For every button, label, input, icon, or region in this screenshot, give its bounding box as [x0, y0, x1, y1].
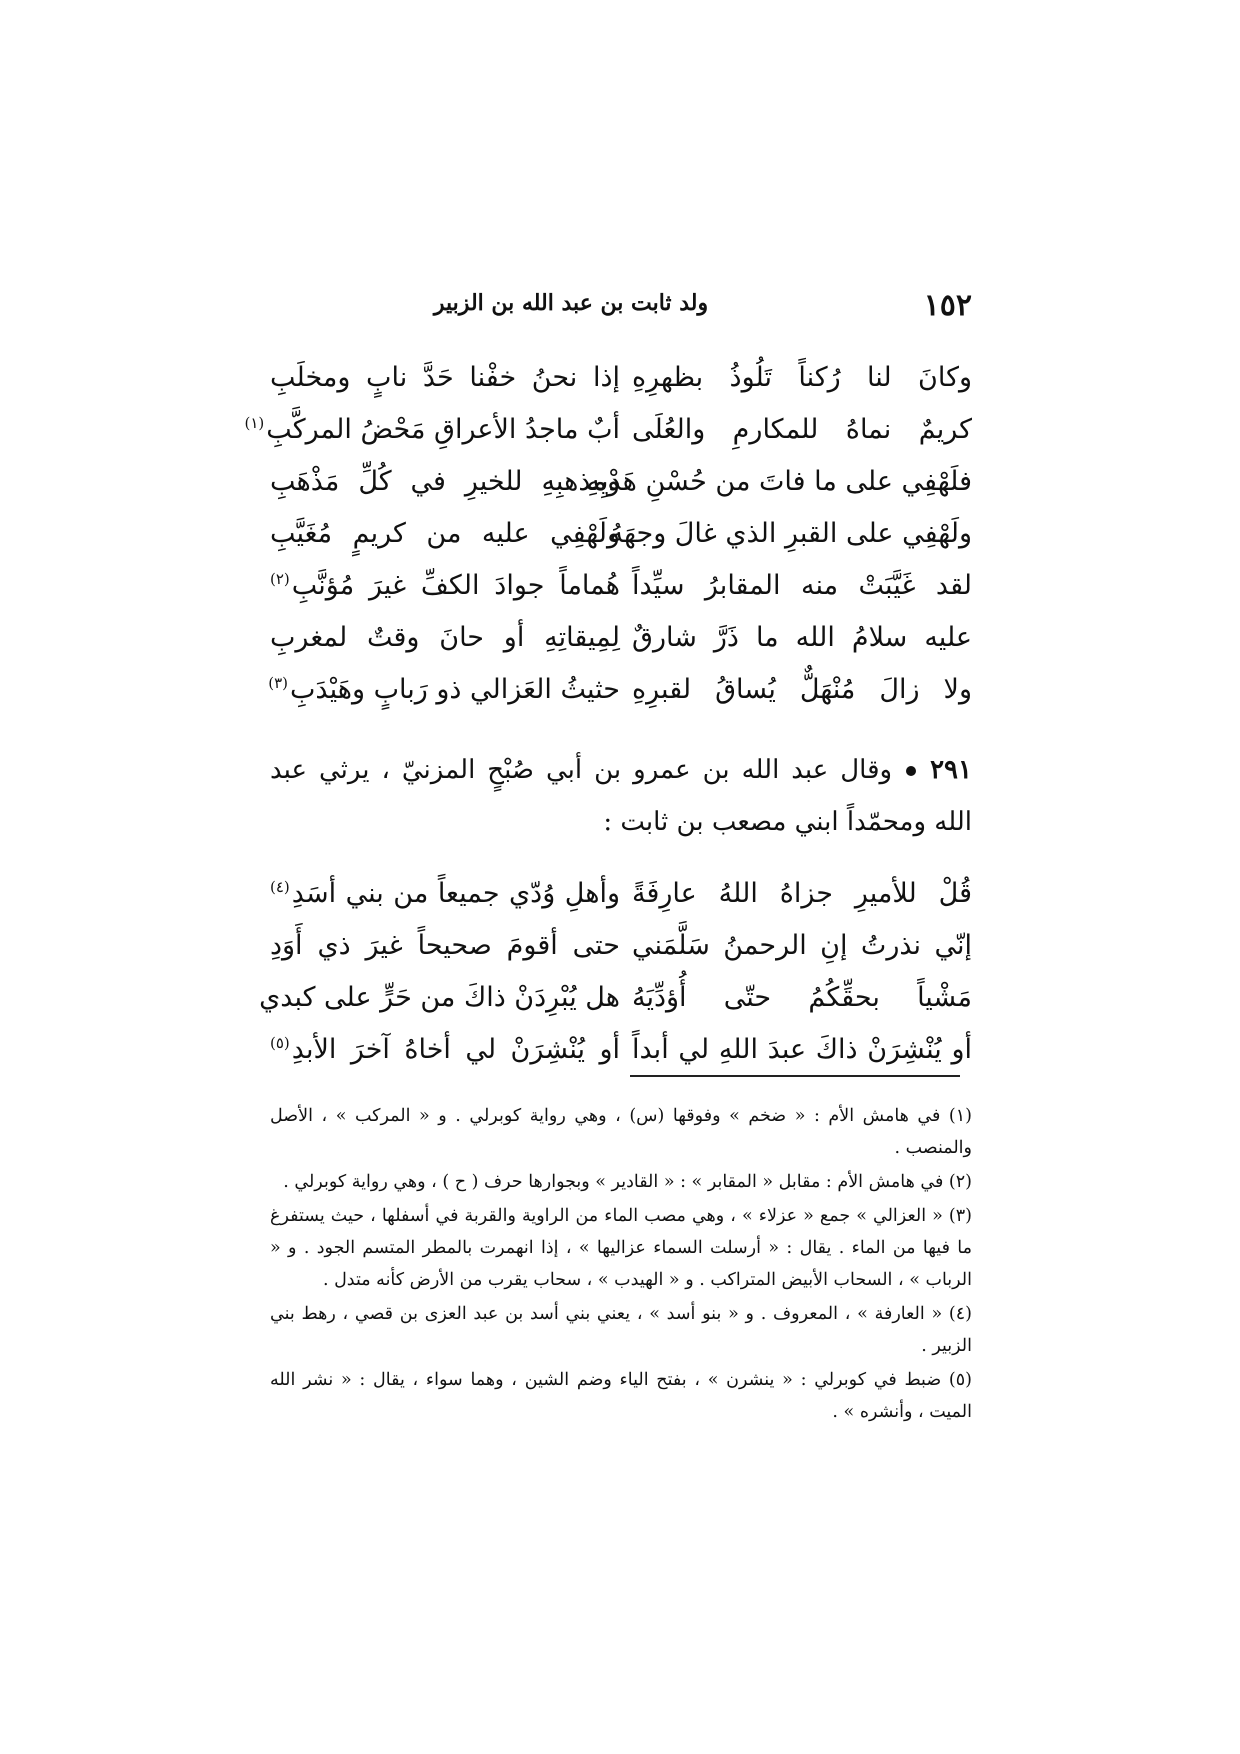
entry-number: ٢٩١ [930, 755, 972, 785]
hemistich-right: ولا زالَ مُنْهَلٌّ يُساقُ لقبرِهِ [632, 674, 972, 705]
verse [270, 518, 972, 570]
hemistich-right: مَشْياً بحقِّكُمُ حتّى أُؤدِّيَهُ [632, 982, 972, 1013]
footnote: (٥) ضبط في كوبرلي : « ينشرن » ، بفتح الياء وضم الشين ، وهما سواء ، يقال : « نشر الله الميت ، وأنشره » . [270, 1370, 972, 1422]
hemistich-right: فلَهْفِي على ما فاتَ من حُسْنِ هَدْيِهِ [586, 466, 972, 497]
hemistich-right: إنّي نذرتُ إنِ الرحمنُ سَلَّمَني [632, 930, 972, 961]
footnote-divider [630, 1075, 960, 1077]
verse [259, 982, 972, 1034]
footnote-marker: (١) [244, 414, 265, 432]
footnote: (٢) في هامش الأم : مقابل « المقابر » : « القادير » وبجوارها حرف ( ح ) ، وهي رواية كوبرلي . [283, 1172, 972, 1192]
hemistich-left: إذا نحنُ خفْنا حَدَّ نابٍ ومخلَبِ [270, 362, 620, 393]
verse [270, 878, 972, 930]
hemistich-right: أو يُنْشِرَنْ ذاكَ عبدَ اللهِ لي أبداً [632, 1034, 972, 1065]
footnote-marker: (٢) [270, 570, 290, 588]
hemistich-left: هُماماً جوادَ الكفِّ غيرَ مُؤنَّبِ$^{(٢)}$ [270, 570, 620, 601]
hemistich-right: ولَهْفِي على القبرِ الذي غالَ وجهَهُ [609, 518, 972, 549]
running-head: ولد ثابت بن عبد الله بن الزبير [433, 290, 709, 316]
verse [270, 674, 972, 726]
hemistich-left: لِمِيقاتِهِ أو حانَ وقتٌ لمغربِ [270, 622, 620, 653]
footnote-marker: (٥) [270, 1034, 290, 1052]
footnotes [270, 1100, 972, 1430]
bullet-icon [906, 766, 916, 776]
hemistich-right: كريمٌ نماهُ للمكارمِ والعُلَى [632, 414, 972, 445]
verse [270, 622, 972, 674]
page-number: ١٥٢ [923, 288, 972, 323]
hemistich-left: حتى أقومَ صحيحاً غيرَ ذي أَوَدِ [270, 930, 620, 961]
footnote-marker: (٣) [268, 674, 288, 692]
hemistich-right: وكانَ لنا رُكناً تَلُوذُ بظهرِهِ [632, 362, 972, 393]
hemistich-left: أو يُنْشِرَنْ لي أخاهُ آخرَ الأبدِ$^{(٥)}$ [270, 1034, 620, 1065]
hemistich-left: ولَهْفِي عليه من كريمٍ مُغَيَّبِ [270, 518, 620, 549]
hemistich-left: وأهلِ وُدّي جميعاً من بني أسَدِ$^{(٤)}$ [270, 878, 620, 909]
footnote: (٤) « العارفة » ، المعروف . و « بنو أسد » ، يعني بني أسد بن عبد العزى بن قصي ، رهط بني الزبير . [270, 1304, 972, 1356]
page-header [270, 288, 972, 324]
hemistich-right: عليه سلامُ الله ما ذَرَّ شارقٌ [632, 622, 972, 653]
poem-second [259, 878, 972, 1086]
verse [270, 930, 972, 982]
verse [270, 466, 972, 518]
poem-first [244, 362, 972, 726]
verse [270, 570, 972, 622]
hemistich-left: هل يُبْرِدَنْ ذاكَ من حَرٍّ على كبدي [259, 982, 620, 1013]
verse [270, 362, 972, 414]
verse [244, 414, 972, 466]
verse [270, 1034, 972, 1086]
hemistich-left: أبٌ ماجدُ الأعراقِ مَحْضُ المركَّبِ$^{(١)}$ [244, 414, 620, 445]
footnote: (١) في هامش الأم : « ضخم » وفوقها (س) ، وهي رواية كوبرلي . و « المركب » ، الأصل والمنصب . [270, 1106, 972, 1158]
hemistich-left: حثيثُ العَزالي ذو رَبابٍ وهَيْدَبِ$^{(٣)}$ [268, 674, 620, 705]
footnote-marker: (٤) [270, 878, 290, 896]
hemistich-right: قُلْ للأميرِ جزاهُ اللهُ عارِفَةً [632, 878, 972, 909]
entry-text: وقال عبد الله بن عمرو بن أبي صُبْحٍ المزنيّ ، يرثي عبد الله ومحمّداً ابني مصعب بن ثابت : [270, 755, 972, 837]
hemistich-left: ومذهبِهِ للخيرِ في كُلِّ مَذْهَبِ [270, 466, 620, 497]
entry-paragraph [270, 744, 972, 848]
footnote: (٣) « العزالي » جمع « عزلاء » ، وهي مصب الماء من الراوية والقربة في أسفلها ، حيث يستفرغ ما فيها من الماء . يقال : « أرسلت السماء عزاليها » ، إذا انهمرت بالمطر المتسم الجود . و « الرباب » ، السحاب الأبيض المتراكب . و « الهيدب » ، سحاب يقرب من الأرض كأنه متدل . [270, 1206, 972, 1290]
hemistich-right: لقد غَيَّبَتْ منه المقابرُ سيِّداً [632, 570, 972, 601]
